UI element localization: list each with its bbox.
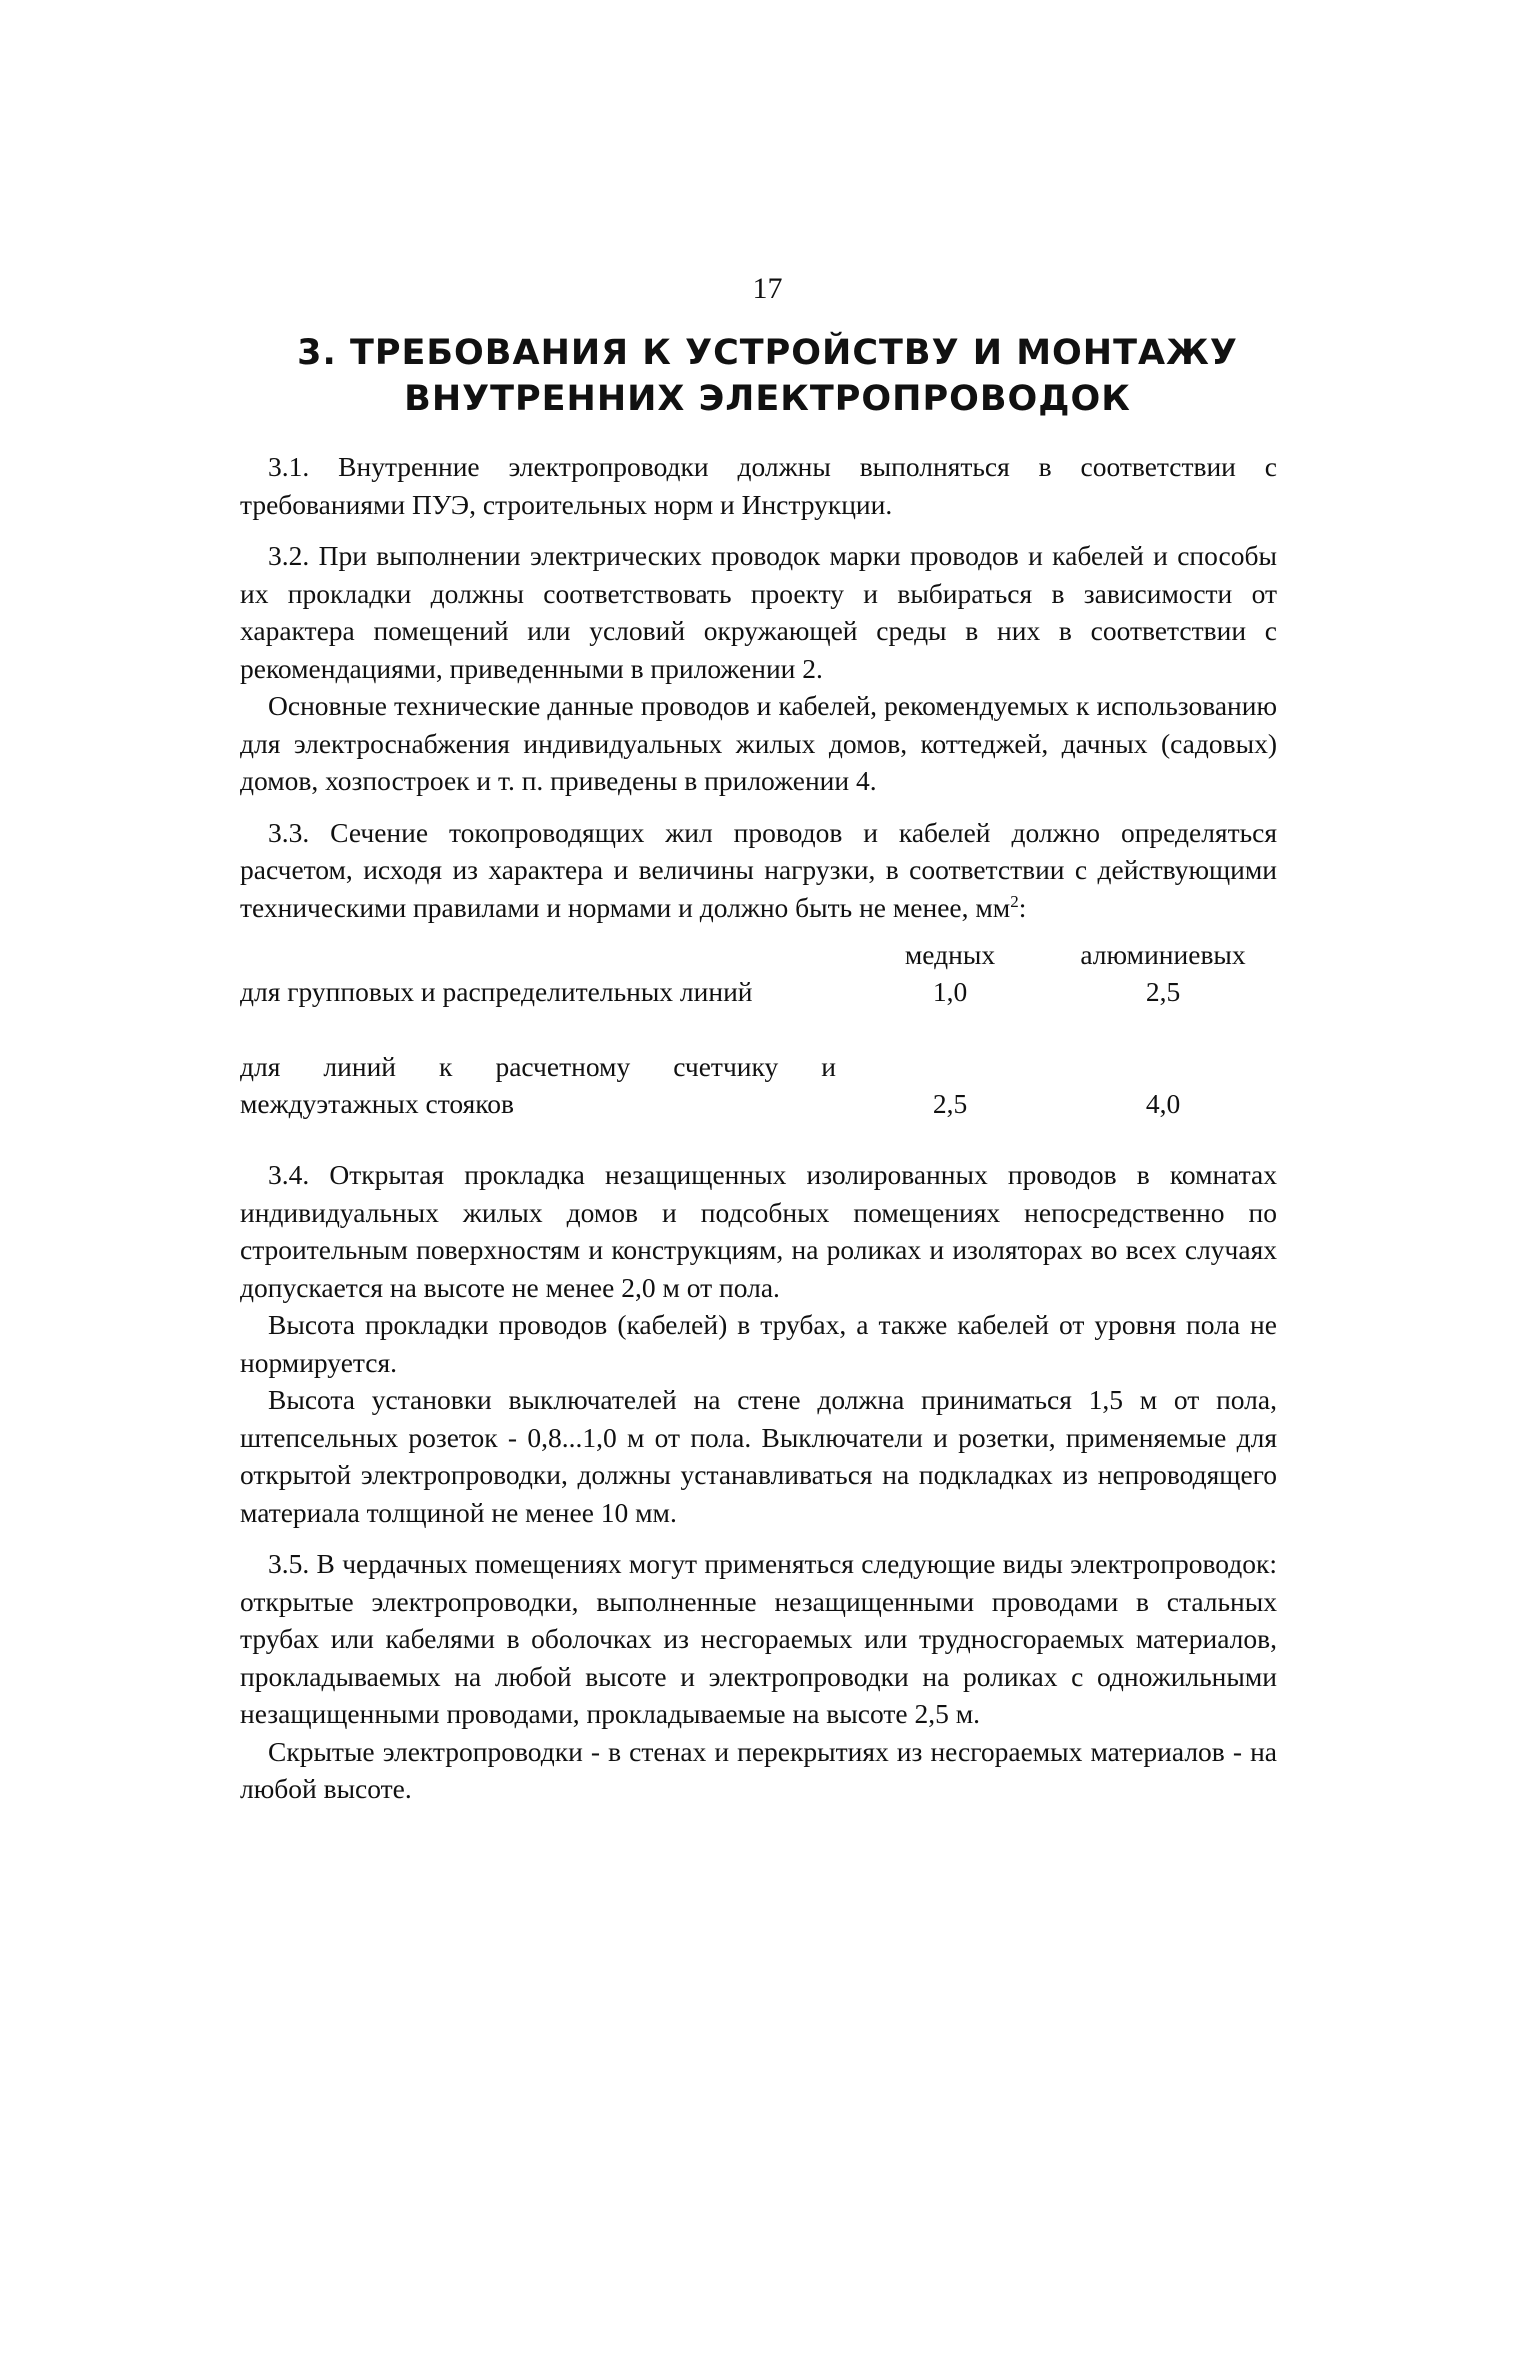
table-row-2-word: к xyxy=(439,1051,453,1082)
paragraph-3-4-switches: Высота установки выключателей на стене должна приниматься 1,5 м от пола, штепсельных розеток - 0,8...1,0 м от пола. Выключатели и розетки, применяемые для открытой электропроводки, должны устанавливаться на подкладках из непроводящего материала толщиной не менее 10 мм. xyxy=(240,1384,1277,1528)
table-row-2-word: и xyxy=(821,1051,836,1082)
paragraph-3-4-height: Высота прокладки проводов (кабелей) в трубах, а также кабелей от уровня пола не нормируется. xyxy=(240,1309,1277,1378)
paragraph-3-3-text: 3.3. Сечение токопроводящих жил проводов и кабелей должно определяться расчетом, исходя из характера и величины нагрузки, в соответствии с действующими техническими правилами и нормами и должно быть не менее, мм xyxy=(240,816,1277,923)
document-body xyxy=(240,448,1277,1808)
section-title xyxy=(0,330,1535,422)
table-row-2-label-line-1 xyxy=(240,1048,836,1086)
table-row-2-label-line-2: междуэтажных стояков xyxy=(240,1088,514,1119)
paragraph-3-2: 3.2. При выполнении электрических проводок марки проводов и кабелей и способы их прокладки должны соответствовать проекту и выбираться в зависимости от характера помещений или условий окружающей среды в них в соответствии с рекомендациями, приведенными в приложении 2. xyxy=(240,540,1277,684)
table-header-copper: медных xyxy=(904,939,996,970)
section-title-line-1: 3. ТРЕБОВАНИЯ К УСТРОЙСТВУ И МОНТАЖУ xyxy=(297,333,1238,373)
paragraph-3-5: 3.5. В чердачных помещениях могут применяться следующие виды электропроводок: открытые электропроводки, выполненные незащищенными проводами в стальных трубах или кабелями в оболочках из несгораемых или трудносгораемых материалов, прокладываемых на любой высоте и электропроводки на роликах с одножильными незащищенными проводами, прокладываемые на высоте 2,5 м. xyxy=(240,1548,1277,1729)
paragraph-3-1: 3.1. Внутренние электропроводки должны выполняться в соответствии с требованиями ПУЭ, строительных норм и Инструкции. xyxy=(240,451,1277,520)
table-row-2-word: линий xyxy=(323,1051,396,1082)
table-row-2-word: для xyxy=(240,1051,281,1082)
table-row-2-word: счетчику xyxy=(673,1051,779,1082)
table-row-2-copper: 2,5 xyxy=(932,1088,968,1119)
paragraph-3-5-hidden: Скрытые электропроводки - в стенах и перекрытиях из несгораемых материалов - на любой высоте. xyxy=(240,1735,1277,1804)
table-row-2-aluminum: 4,0 xyxy=(1145,1088,1181,1119)
section-title-line-2: ВНУТРЕННИХ ЭЛЕКТРОПРОВОДОК xyxy=(404,379,1131,419)
cross-section-table xyxy=(240,932,1277,1142)
paragraph-3-3-colon: : xyxy=(1018,891,1027,923)
table-header-aluminum: алюминиевых xyxy=(1080,939,1246,970)
paragraph-3-4: 3.4. Открытая прокладка незащищенных изолированных проводов в комнатах индивидуальных жилых домов и подсобных помещениях непосредственно по строительным поверхностям и конструкциям, на роликах и изоляторах во всех случаях допускается на высоте не менее 2,0 м от пола. xyxy=(240,1159,1277,1303)
paragraph-3-2-continued: Основные технические данные проводов и кабелей, рекомендуемых к использованию для электроснабжения индивидуальных жилых домов, коттеджей, дачных (садовых) домов, хозпостроек и т. п. приведены в приложении 4. xyxy=(240,690,1277,796)
superscript-2: 2 xyxy=(1010,891,1019,911)
paragraph-3-3 xyxy=(240,814,1277,927)
table-row-2-word: расчетному xyxy=(495,1051,631,1082)
table-row-1-copper: 1,0 xyxy=(932,976,968,1007)
page-number: 17 xyxy=(752,272,783,305)
table-row-1-aluminum: 2,5 xyxy=(1145,976,1181,1007)
table-row-1-label: для групповых и распределительных линий xyxy=(240,976,753,1007)
